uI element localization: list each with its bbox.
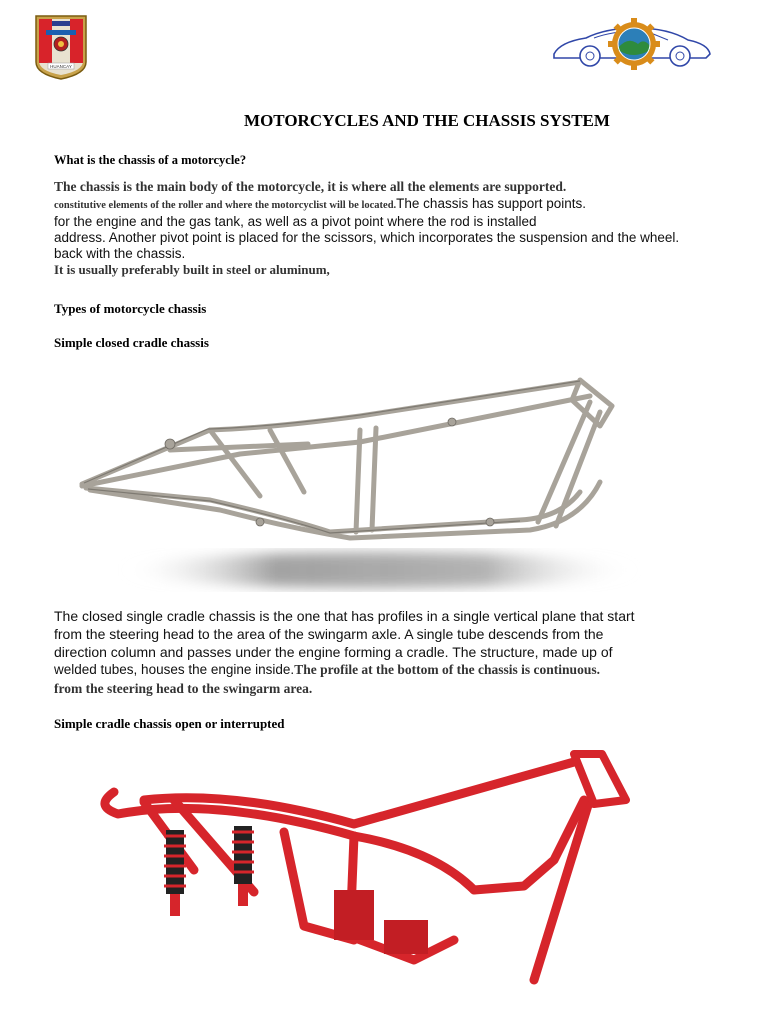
crest-text: HUANCAY bbox=[50, 64, 72, 69]
question-heading: What is the chassis of a motorcycle? bbox=[54, 153, 247, 167]
intro-line-2 bbox=[54, 196, 754, 214]
closed-cradle-paragraph bbox=[54, 607, 754, 698]
para2-line-1: The closed single cradle chassis is the one that has profiles in a single vertical plane that start bbox=[54, 608, 635, 624]
open-cradle-chassis-image bbox=[54, 740, 644, 990]
intro-line-6: It is usually preferably built in steel or aluminum, bbox=[54, 262, 330, 277]
intro-line-3: for the engine and the gas tank, as well as a pivot point where the rod is installed bbox=[54, 214, 537, 229]
intro-line-2a: constitutive elements of the roller and where the motorcyclist will be located. bbox=[54, 200, 397, 211]
closed-cradle-chassis-image bbox=[60, 372, 660, 600]
types-heading: Types of motorcycle chassis bbox=[54, 301, 207, 316]
para2-line-3: direction column and passes under the engine forming a cradle. The structure, made up of bbox=[54, 644, 613, 660]
simple-open-heading: Simple cradle chassis open or interrupted bbox=[54, 716, 285, 731]
intro-line-4: address. Another pivot point is placed for the scissors, which incorporates the suspension and the wheel. bbox=[54, 230, 680, 245]
para2-line-4 bbox=[54, 661, 754, 680]
university-crest-icon bbox=[34, 12, 88, 80]
para2-line-2: from the steering head to the area of the swingarm axle. A single tube descends from the bbox=[54, 626, 604, 642]
simple-closed-heading: Simple closed cradle chassis bbox=[54, 335, 209, 350]
car-gear-emblem-icon bbox=[550, 16, 714, 70]
para2-line-4a: welded tubes, houses the engine inside. bbox=[54, 662, 295, 677]
intro-line-1: The chassis is the main body of the motorcycle, it is where all the elements are supported. bbox=[54, 179, 567, 194]
para2-line-4b: The profile at the bottom of the chassis is continuous. bbox=[294, 662, 600, 677]
intro-line-2b: The chassis has support points. bbox=[396, 196, 587, 211]
para2-line-5: from the steering head to the swingarm area. bbox=[54, 681, 313, 696]
intro-paragraph bbox=[54, 178, 754, 278]
page-title: MOTORCYCLES AND THE CHASSIS SYSTEM bbox=[244, 111, 610, 130]
intro-line-5: back with the chassis. bbox=[54, 246, 186, 261]
